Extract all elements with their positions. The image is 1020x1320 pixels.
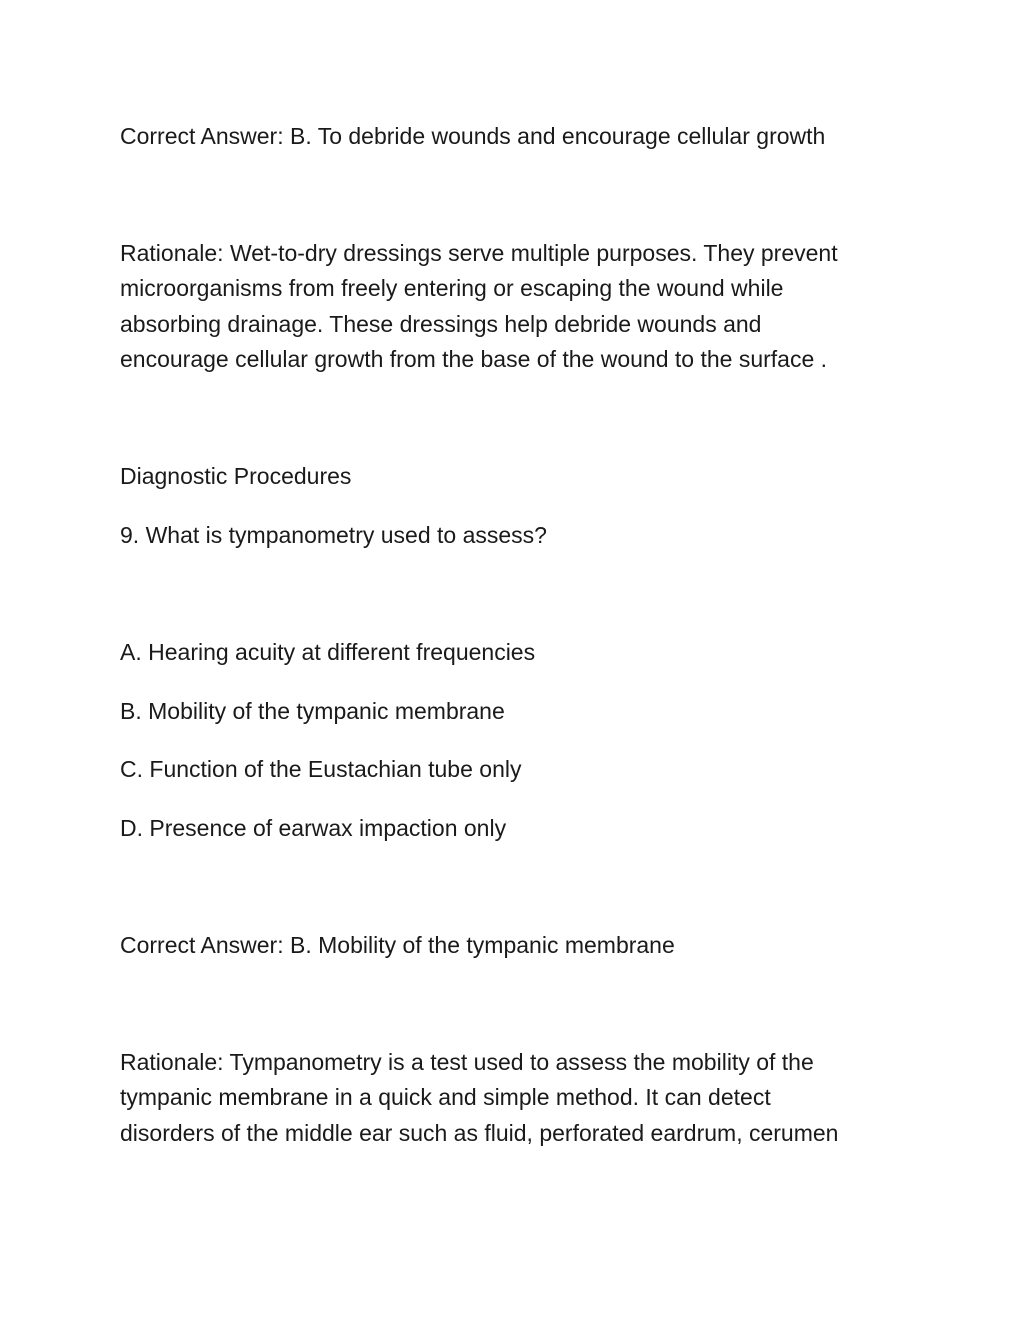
- option-b: B. Mobility of the tympanic membrane: [120, 698, 505, 724]
- previous-correct-answer: Correct Answer: B. To debride wounds and encourage cellular growth: [120, 123, 826, 149]
- rationale-line: absorbing drainage. These dressings help debride wounds and: [120, 310, 762, 337]
- option-d: D. Presence of earwax impaction only: [120, 815, 507, 841]
- rationale-line: Rationale: Tympanometry is a test used to assess the mobility of the: [120, 1049, 814, 1075]
- rationale-line: tympanic membrane in a quick and simple method. It can detect: [120, 1084, 771, 1111]
- previous-rationale: [120, 236, 910, 377]
- rationale-line: disorders of the middle ear such as fluid, perforated eardrum, cerumen: [120, 1119, 839, 1146]
- rationale-line: encourage cellular growth from the base of the wound to the surface .: [120, 345, 828, 372]
- rationale-line: Rationale: Wet-to-dry dressings serve multiple purposes. They prevent: [120, 240, 838, 266]
- section-heading: Diagnostic Procedures: [120, 463, 352, 489]
- option-c: C. Function of the Eustachian tube only: [120, 756, 522, 782]
- rationale-line: microorganisms from freely entering or escaping the wound while: [120, 275, 784, 302]
- rationale: [120, 1045, 910, 1151]
- option-a: A. Hearing acuity at different frequencies: [120, 639, 536, 665]
- correct-answer: Correct Answer: B. Mobility of the tympanic membrane: [120, 932, 675, 958]
- question-text: 9. What is tympanometry used to assess?: [120, 522, 547, 548]
